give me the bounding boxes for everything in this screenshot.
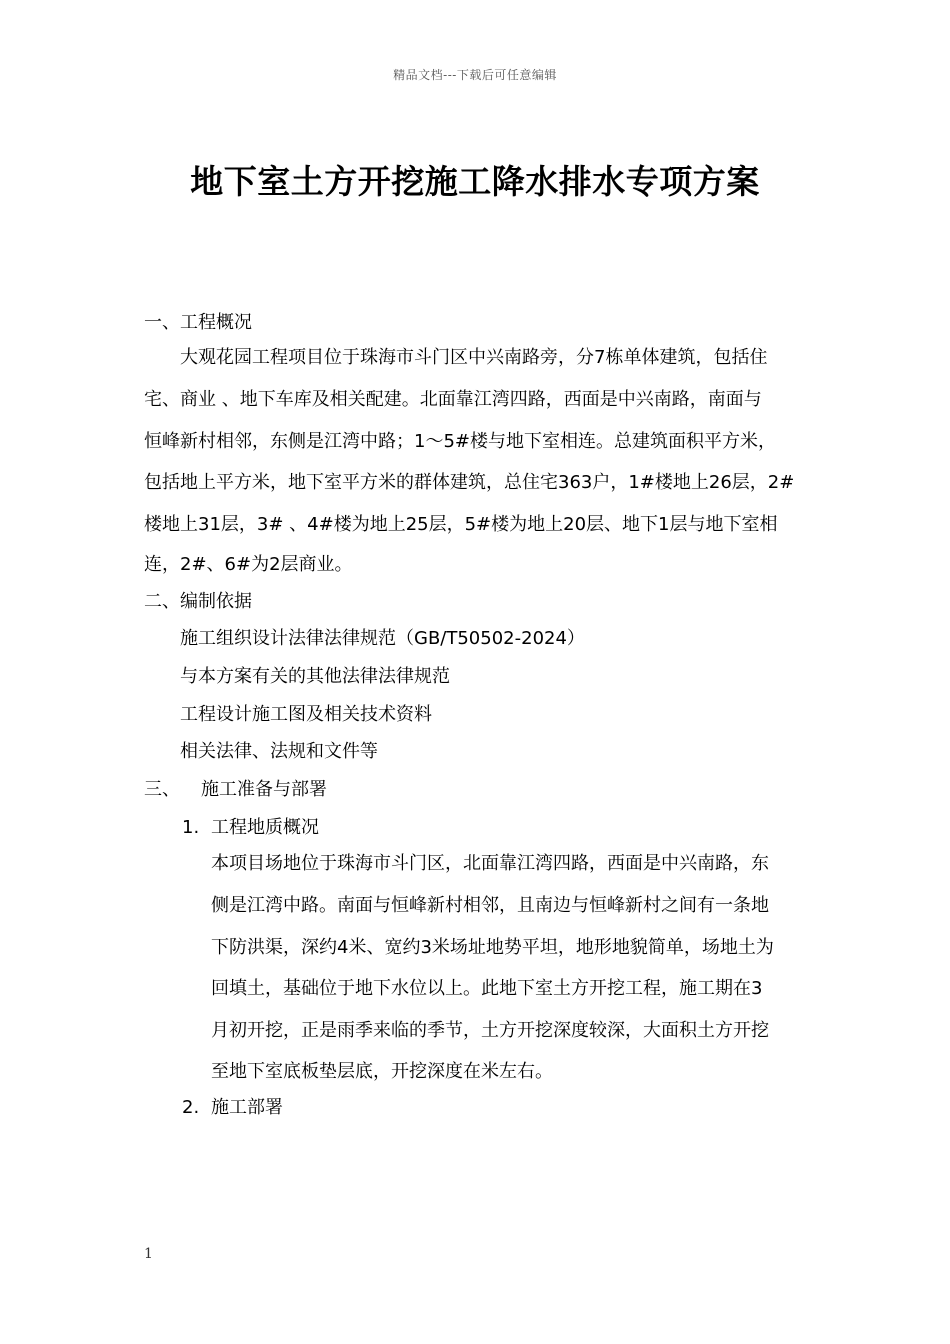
paragraph-line: 恒峰新村相邻，东侧是江湾中路；1～5#楼与地下室相连。总建筑面积平方米， xyxy=(144,431,776,452)
paragraph-line: 大观花园工程项目位于珠海市斗门区中兴南路旁，分7栋单体建筑，包括住 xyxy=(180,347,768,368)
section-heading-basis: 二、编制依据 xyxy=(144,591,252,612)
page-number: 1 xyxy=(144,1246,153,1262)
paragraph-line: 月初开挖，正是雨季来临的季节，土方开挖深度较深，大面积土方开挖 xyxy=(211,1020,769,1041)
section-heading-preparation: 施工准备与部署 xyxy=(201,779,327,800)
paragraph-line: 本项目场地位于珠海市斗门区，北面靠江湾四路，西面是中兴南路，东 xyxy=(211,853,769,874)
paragraph-line: 下防洪渠，深约4米、宽约3米场址地势平坦，地形地貌简单，场地土为 xyxy=(211,937,774,958)
paragraph-line: 侧是江湾中路。南面与恒峰新村相邻，且南边与恒峰新村之间有一条地 xyxy=(211,895,769,916)
page-header: 精品文档---下载后可任意编辑 xyxy=(393,68,557,82)
paragraph-line: 回填土，基础位于地下水位以上。此地下室土方开挖工程，施工期在3 xyxy=(211,978,763,999)
paragraph-line: 包括地上平方米，地下室平方米的群体建筑，总住宅363户，1#楼地上26层，2# xyxy=(144,472,795,493)
list-item: 与本方案有关的其他法律法律规范 xyxy=(180,666,450,687)
subsection-number: 1. xyxy=(182,817,200,838)
section-number: 三、 xyxy=(144,779,180,800)
subsection-heading-deployment: 施工部署 xyxy=(211,1097,283,1118)
paragraph-line: 楼地上31层，3# 、4#楼为地上25层，5#楼为地上20层、地下1层与地下室相 xyxy=(144,514,778,535)
subsection-heading-geology: 工程地质概况 xyxy=(211,817,319,838)
list-item: 相关法律、法规和文件等 xyxy=(180,741,378,762)
list-item: 工程设计施工图及相关技术资料 xyxy=(180,704,432,725)
section-heading-overview: 一、工程概况 xyxy=(144,312,252,333)
paragraph-line: 宅、商业 、地下车库及相关配建。北面靠江湾四路，西面是中兴南路，南面与 xyxy=(144,389,762,410)
list-item: 施工组织设计法律法律规范（GB/T50502-2024） xyxy=(180,628,585,649)
subsection-number: 2. xyxy=(182,1097,200,1118)
paragraph-line: 连，2#、6#为2层商业。 xyxy=(144,554,353,575)
document-title: 地下室土方开挖施工降水排水专项方案 xyxy=(190,162,760,201)
paragraph-line: 至地下室底板垫层底，开挖深度在米左右。 xyxy=(211,1061,553,1082)
